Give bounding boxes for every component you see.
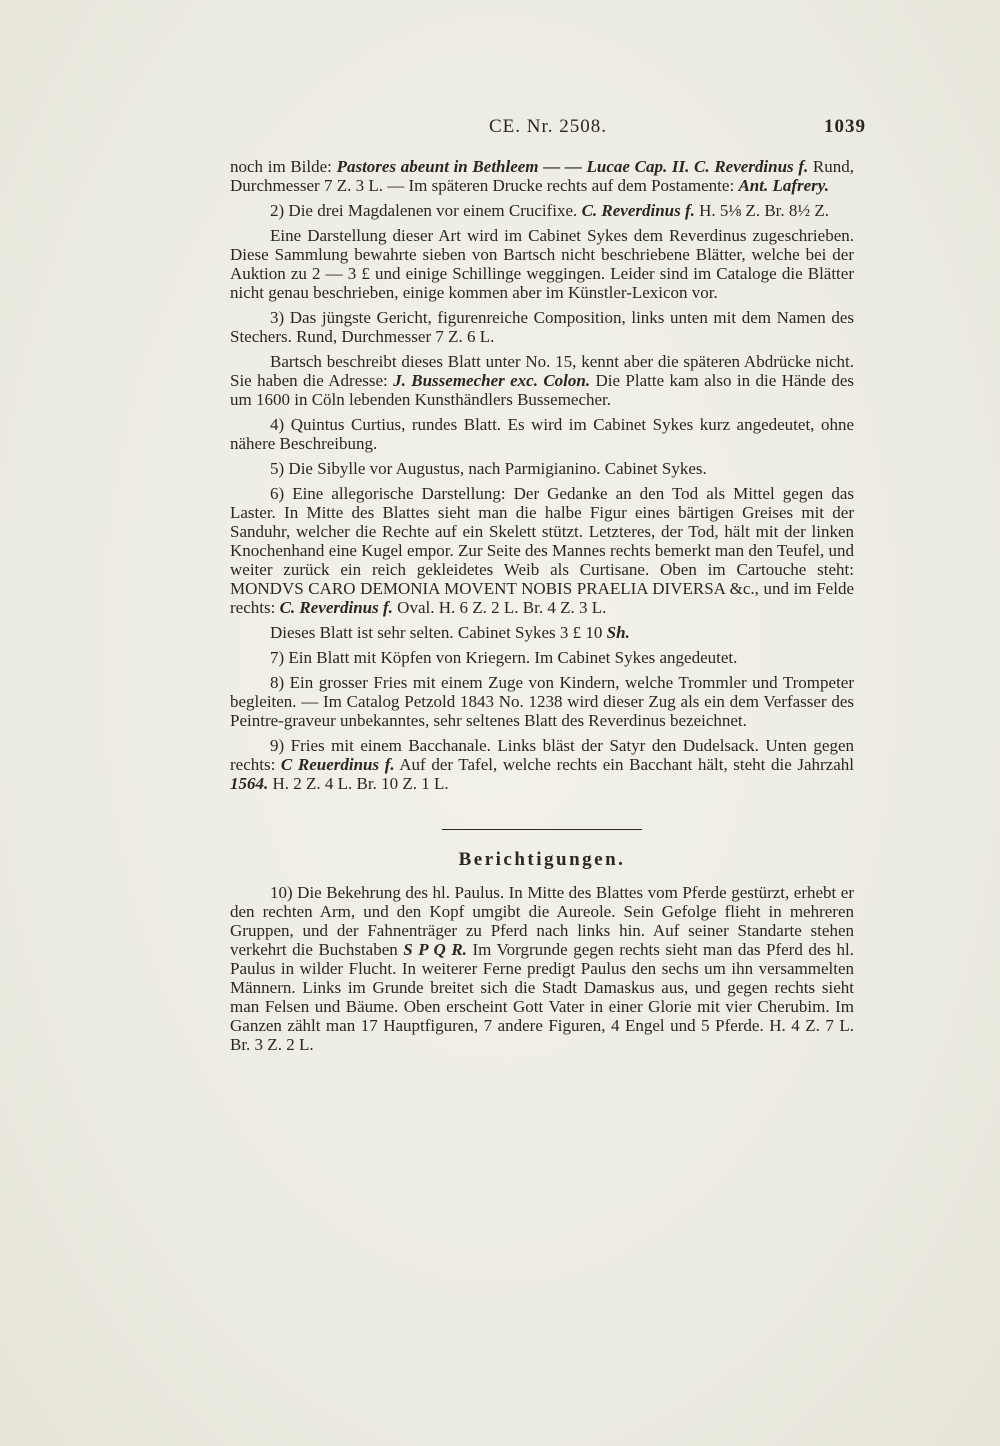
text-run: 5) Die Sibylle vor Augustus, nach Parmigianino. Cabinet Sykes.: [270, 459, 707, 478]
italic-text: C. Reverdinus f.: [581, 201, 695, 220]
text-run: Dieses Blatt ist sehr selten. Cabinet Sykes 3 £ 10: [270, 623, 607, 642]
text-run: 6) Eine allegorische Darstellung: Der Gedanke an den Tod als Mittel gegen das Laster. In Mitte des Blattes sieht man die halbe Figur eines bärtigen Greises mit der Sanduhr, welcher die Rechte auf ein Skelett stützt. Letzteres, der Tod, hält mit der linken Knochenhand eine Kugel empor. Zur Seite des Mannes rechts bemerkt man den Teufel, und weiter zurück ein reich gekleidetes Weib als Curtisane. Oben im Cartouche steht: MONDVS CARO DEMONIA MOVENT NOBIS PRAELIA DIVERSA &c., und im Felde rechts:: [230, 484, 855, 617]
paragraph: [230, 484, 854, 617]
main-paragraphs: [230, 157, 854, 793]
paragraph: [230, 226, 854, 302]
text-run: 2) Die drei Magdalenen vor einem Crucifixe.: [270, 201, 582, 220]
paragraph: [230, 459, 854, 478]
text-run: 7) Ein Blatt mit Köpfen von Kriegern. Im Cabinet Sykes angedeutet.: [270, 648, 738, 667]
text-run: H. 2 Z. 4 L. Br. 10 Z. 1 L.: [268, 774, 449, 793]
paragraph: [230, 736, 854, 793]
text-run: noch im Bilde:: [230, 157, 337, 176]
text-run: Oval. H. 6 Z. 2 L. Br. 4 Z. 3 L.: [392, 598, 607, 617]
section-heading: Berichtigungen.: [458, 849, 626, 870]
paragraph: [230, 352, 854, 409]
paragraph: [230, 623, 854, 642]
section-divider: [442, 829, 642, 830]
italic-text: S P Q R.: [403, 940, 467, 959]
paragraph: [230, 201, 854, 220]
paragraph: [230, 308, 854, 346]
text-run: Bartsch beschreibt dieses Blatt unter No. 15, kennt aber die späteren Abdrücke nicht. Sie haben die Adresse:: [230, 352, 854, 390]
text-run: Die Platte kam also in die Hände des um 1600 in Cöln lebenden Kunsthändlers Bussemecher.: [230, 371, 855, 409]
italic-text: J. Bussemecher exc. Colon.: [393, 371, 591, 390]
text-run: Im Vorgrunde gegen rechts sieht man das Pferd des hl. Paulus in wilder Flucht. In weiterer Ferne predigt Paulus den sechs um ihn versammelten Männern. Links im Grunde breitet sich die Stadt Damaskus aus, und gegen rechts sieht man Felsen und Bäume. Oben erscheint Gott Vater in einer Glorie mit vier Cherubim. Im Ganzen zählt man 17 Hauptfiguren, 7 andere Figuren, 4 Engel und 5 Pferde. H. 4 Z. 7 L. Br. 3 Z. 2 L.: [230, 940, 855, 1054]
text-run: 8) Ein grosser Fries mit einem Zuge von Kindern, welche Trommler und Trompeter begleiten. — Im Catalog Petzold 1843 No. 1238 wird dieser Zug als ein dem Verfasser des Peintre-graveur unbekanntes, sehr seltenes Blatt des Reverdinus bezeichnet.: [230, 673, 854, 730]
italic-text: Sh.: [606, 623, 630, 642]
body-text: [230, 157, 854, 1060]
text-run: Rund, Durchmesser 7 Z. 3 L. — Im späteren Drucke rechts auf dem Postamente:: [230, 157, 855, 195]
paragraph: [230, 648, 854, 667]
paragraph: [230, 415, 854, 453]
italic-text: 1564.: [230, 774, 269, 793]
text-run: Eine Darstellung dieser Art wird im Cabinet Sykes dem Reverdinus zugeschrieben. Diese Sammlung bewahrte sieben von Bartsch nicht beschriebene Blätter, welche bei der Auktion zu 2 — 3 £ und einige Schillinge weggingen. Leider sind im Cataloge die Blätter nicht genau beschrieben, einige kommen aber im Künstler-Lexicon vor.: [230, 226, 854, 302]
running-head: [230, 116, 866, 146]
text-run: 3) Das jüngste Gericht, figurenreiche Composition, links unten mit dem Namen des Stechers. Rund, Durchmesser 7 Z. 6 L.: [230, 308, 854, 346]
section-paragraphs: [230, 883, 854, 1054]
paragraph: [230, 157, 854, 195]
text-run: H. 5⅛ Z. Br. 8½ Z.: [694, 201, 830, 220]
text-run: Auf der Tafel, welche rechts ein Bacchant hält, steht die Jahrzahl: [394, 755, 854, 774]
text-run: 9) Fries mit einem Bacchanale. Links bläst der Satyr den Dudelsack. Unten gegen rechts:: [230, 736, 854, 774]
italic-text: Ant. Lafrery.: [738, 176, 829, 195]
italic-text: Pastores abeunt in Bethleem — — Lucae Cap. II. C. Reverdinus f.: [336, 157, 809, 176]
running-head-title: CE. Nr. 2508.: [488, 116, 608, 137]
text-run: 10) Die Bekehrung des hl. Paulus. In Mitte des Blattes vom Pferde gestürzt, erhebt er den rechten Arm, und den Kopf umgibt die Aureole. Sein Gefolge flieht in mehreren Gruppen, und der Fahnenträger zu Pferd nach links hin. Auf seiner Standarte stehen verkehrt die Buchstaben: [230, 883, 854, 959]
paragraph: [230, 883, 854, 1054]
text-run: 4) Quintus Curtius, rundes Blatt. Es wird im Cabinet Sykes kurz angedeutet, ohne nähere Beschreibung.: [230, 415, 854, 453]
italic-text: C. Reverdinus f.: [279, 598, 393, 617]
paragraph: [230, 673, 854, 730]
page-number: 1039: [824, 116, 866, 137]
italic-text: C Reuerdinus f.: [280, 755, 395, 774]
